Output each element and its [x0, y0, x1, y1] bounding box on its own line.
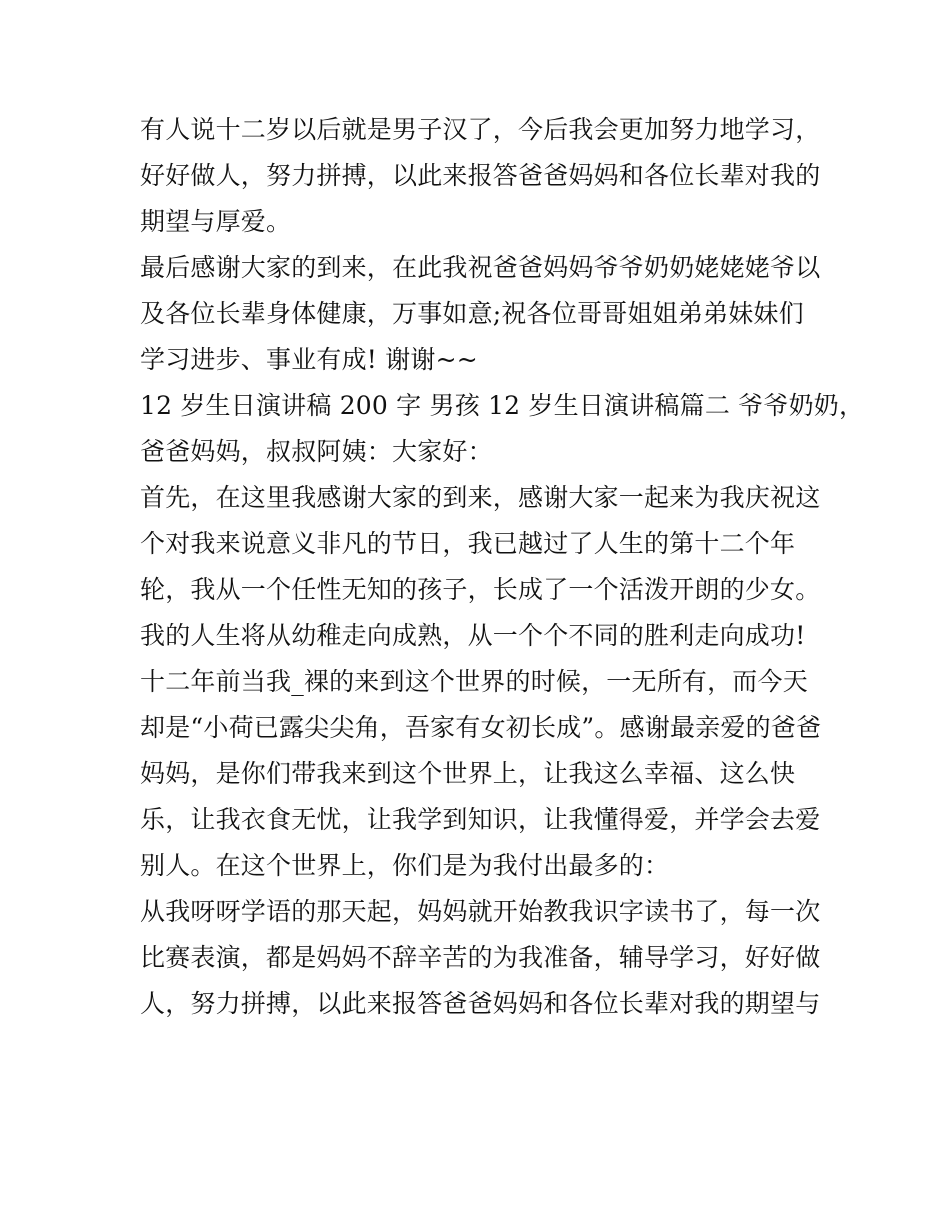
text-line: 12 岁生日演讲稿 200 字 男孩 12 岁生日演讲稿篇二 爷爷奶奶， [140, 391, 865, 420]
text-line: 期望与厚爱。 [140, 207, 292, 236]
text-line: 比赛表演，都是妈妈不辞辛苦的为我准备，辅导学习，好好做 [140, 943, 821, 972]
text-line: 首先，在这里我感谢大家的到来，感谢大家一起来为我庆祝这 [140, 483, 821, 512]
text-line: 从我呀呀学语的那天起，妈妈就开始教我识字读书了，每一次 [140, 897, 821, 926]
text-line: 别人。在这个世界上，你们是为我付出最多的： [140, 851, 670, 880]
text-line: 及各位长辈身体健康，万事如意;祝各位哥哥姐姐弟弟妹妹们 [140, 299, 804, 328]
text-line: 有人说十二岁以后就是男子汉了，今后我会更加努力地学习， [140, 115, 821, 144]
text-line: 妈妈，是你们带我来到这个世界上，让我这么幸福、这么快 [140, 759, 796, 788]
text-line: 轮，我从一个任性无知的孩子，长成了一个活泼开朗的少女。 [140, 575, 821, 604]
document-body [140, 107, 865, 1027]
text-line: 个对我来说意义非凡的节日，我已越过了人生的第十二个年 [140, 529, 796, 558]
text-line: 人，努力拼搏，以此来报答爸爸妈妈和各位长辈对我的期望与 [140, 989, 821, 1018]
text-line: 爸爸妈妈，叔叔阿姨：大家好： [140, 437, 493, 466]
text-line: 我的人生将从幼稚走向成熟，从一个个不同的胜利走向成功! [140, 621, 806, 650]
text-line: 乐，让我衣食无忧，让我学到知识，让我懂得爱，并学会去爱 [140, 805, 821, 834]
text-line: 好好做人，努力拼搏，以此来报答爸爸妈妈和各位长辈对我的 [140, 161, 821, 190]
text-line: 十二年前当我_裸的来到这个世界的时候，一无所有，而今天 [140, 667, 808, 696]
text-line: 学习进步、事业有成! 谢谢~~ [140, 345, 478, 374]
text-line: 却是“小荷已露尖尖角，吾家有女初长成”。感谢最亲爱的爸爸 [140, 713, 822, 742]
text-line: 最后感谢大家的到来，在此我祝爸爸妈妈爷爷奶奶姥姥姥爷以 [140, 253, 821, 282]
